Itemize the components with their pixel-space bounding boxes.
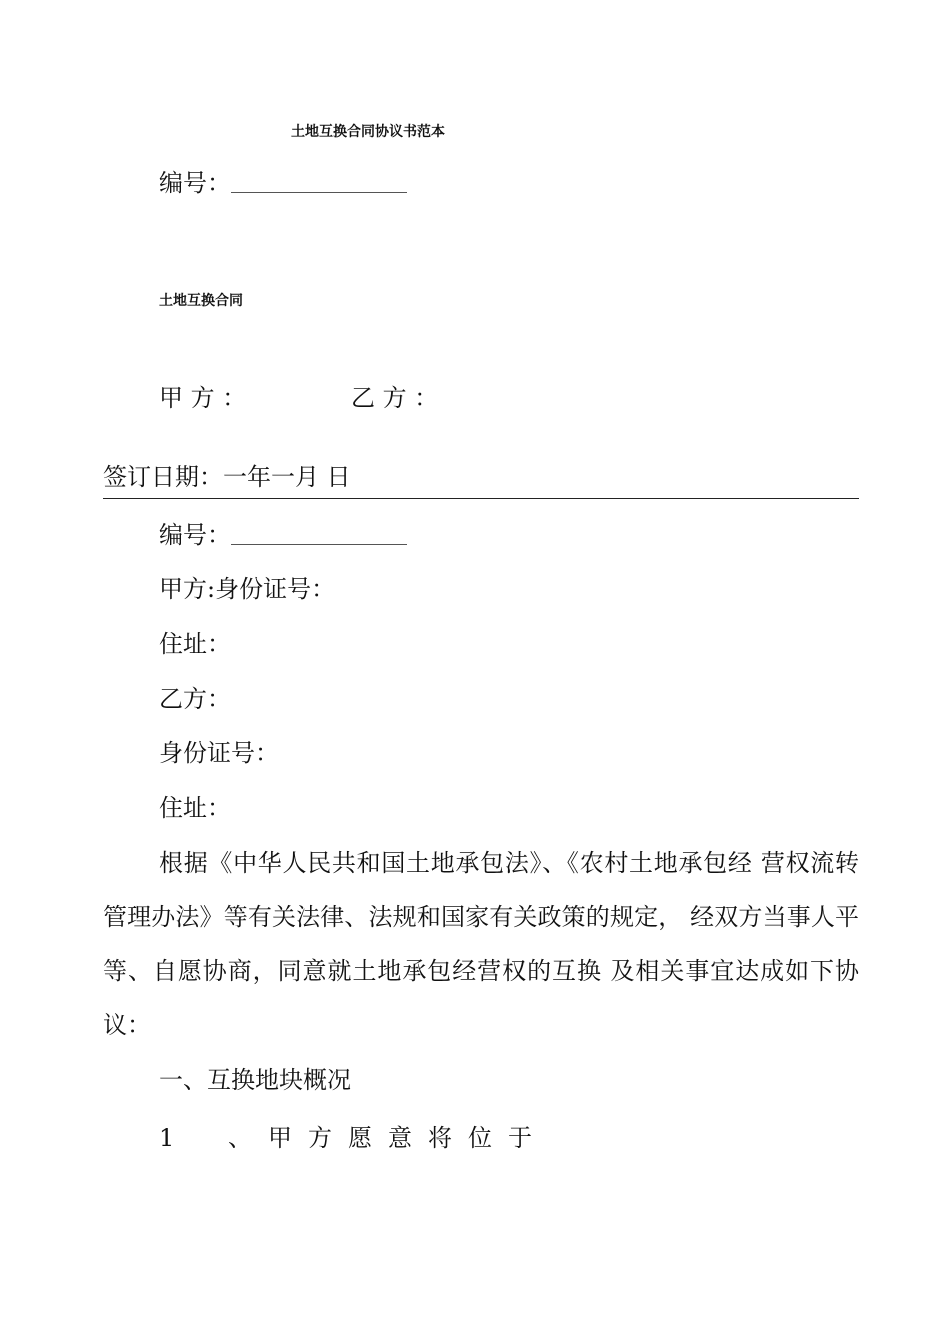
- party-b: 乙方：: [159, 685, 231, 713]
- number-label: 编号：: [159, 169, 231, 197]
- divider-line: [103, 498, 859, 499]
- party-a-id: 甲方:身份证号：: [159, 575, 336, 603]
- document-title: 土地互换合同协议书范本: [291, 124, 445, 140]
- contract-subtitle: 土地互换合同: [159, 293, 243, 309]
- party-b-label: 乙 方 ：: [351, 384, 439, 412]
- party-b-address: 住址：: [159, 794, 231, 822]
- item-1-text: 、甲方愿意将位于: [228, 1124, 548, 1152]
- number-label-2: 编号：: [159, 521, 231, 549]
- party-a-label: 甲 方 ：: [159, 384, 247, 412]
- item-1-number: 1: [159, 1124, 175, 1152]
- intro-paragraph: 根据《中华人民共和国土地承包法》、《农村土地承包经 营权流转管理办法》等有关法律、法规和国家有关政策的规定， 经双方当事人平等、自愿协商，同意就土地承包经营权的互换 及相关事宜达成如下协议：: [103, 849, 859, 1039]
- section-heading-1: 一、互换地块概况: [159, 1066, 351, 1094]
- number-field-2: [159, 518, 407, 552]
- party-a-address: 住址：: [159, 630, 231, 658]
- number-blank: [231, 170, 407, 193]
- party-b-id: 身份证号：: [159, 739, 279, 767]
- number-blank-2: [231, 522, 407, 545]
- sign-date: 签订日期：一年一月 日: [103, 463, 351, 491]
- number-field: [159, 166, 407, 200]
